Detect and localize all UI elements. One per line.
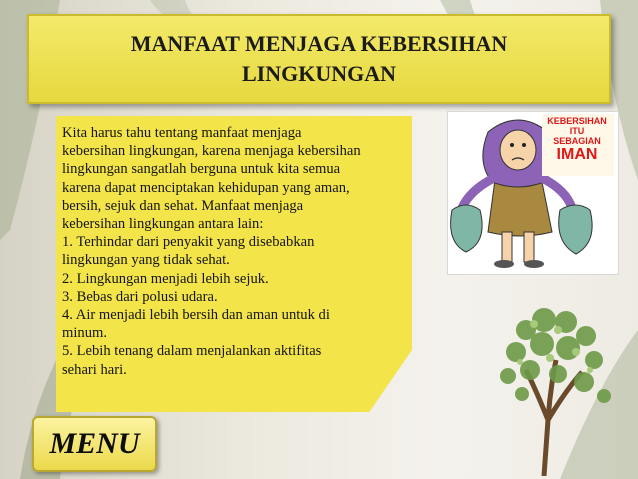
list-item-5-cont: sehari hari. (62, 361, 127, 378)
title-line-1: MANFAAT MENJAGA KEBERSIHAN (130, 31, 508, 56)
content-line: kebersihan lingkungan antara lain: (62, 216, 264, 233)
poster-sign-line: KEBERSIHAN (547, 116, 607, 126)
content-text (62, 124, 402, 379)
slide-title (89, 29, 549, 89)
menu-button-label: MENU (49, 427, 140, 460)
content-line: lingkungan sangatlah berguna untuk kita semua (62, 161, 341, 178)
content-line: bersih, sejuk dan sehat. Manfaat menjaga (62, 197, 304, 214)
content-line: karena dapat menciptakan kehidupan yang aman, (62, 179, 350, 196)
list-item-4: 4. Air menjadi lebih bersih dan aman untuk di (62, 307, 330, 324)
list-item-1: 1. Terhindar dari penyakit yang disebabkan (62, 234, 315, 251)
list-item-5: 5. Lebih tenang dalam menjalankan aktifitas (62, 343, 322, 360)
poster-sign-line: IMAN (556, 146, 598, 163)
title-banner (27, 14, 611, 104)
poster-sign-line: ITU (569, 126, 585, 136)
list-item-2: 2. Lingkungan menjadi lebih sejuk. (62, 270, 269, 287)
cartoon-poster-image (447, 111, 619, 275)
content-line: kebersihan lingkungan, karena menjaga kebersihan (62, 143, 361, 160)
tree-illustration (486, 300, 626, 476)
content-line: Kita harus tahu tentang manfaat menjaga (62, 125, 302, 141)
poster-sign-line: SEBAGIAN (553, 136, 601, 146)
poster-sign-text (542, 116, 612, 164)
list-item-4-cont: minum. (62, 325, 107, 342)
list-item-1-cont: lingkungan yang tidak sehat. (62, 252, 230, 269)
list-item-3: 3. Bebas dari polusi udara. (62, 288, 218, 305)
menu-button[interactable] (32, 416, 157, 472)
title-line-2: LINGKUNGAN (241, 61, 396, 86)
